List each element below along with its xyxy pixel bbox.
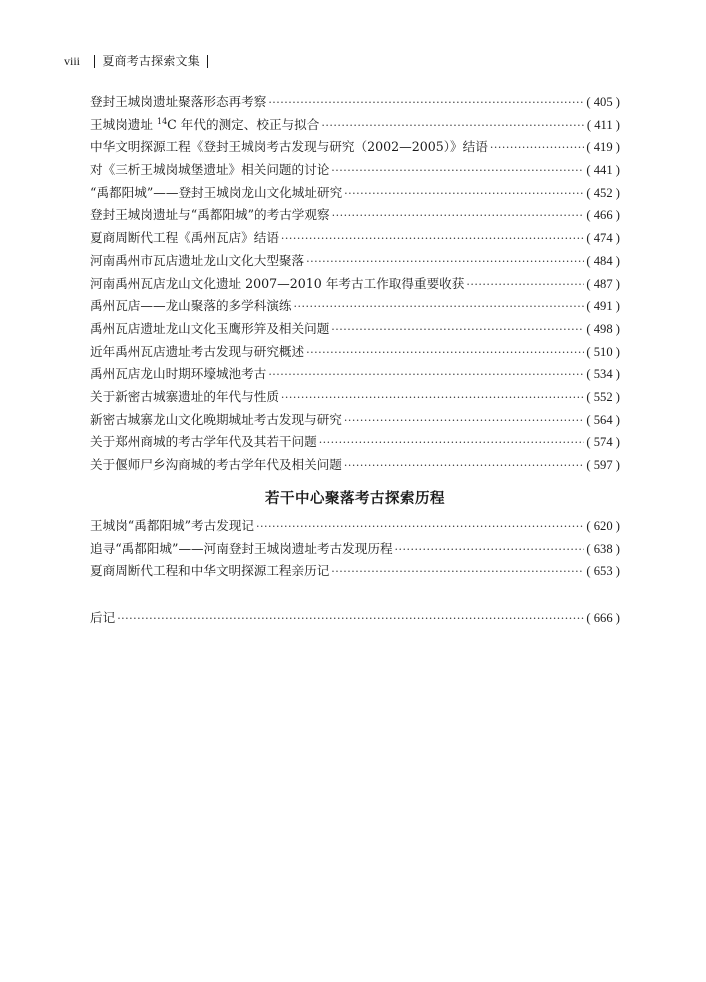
dot-leader bbox=[281, 228, 585, 251]
section-heading: 若干中心聚落考古探索历程 bbox=[265, 491, 445, 507]
toc-entry-page: ( 564 ) bbox=[586, 412, 620, 427]
toc-entry-page: ( 484 ) bbox=[586, 253, 620, 268]
toc-entry-title: 关于新密古城寨遗址的年代与性质 bbox=[90, 388, 279, 404]
toc-entry-title: 关于郑州商城的考古学年代及其若干问题 bbox=[90, 434, 317, 450]
toc-entry[interactable] bbox=[90, 560, 620, 583]
toc-entry[interactable] bbox=[90, 363, 620, 386]
toc-entry-title: 登封王城岗遗址与“禹都阳城”的考古学观察 bbox=[90, 207, 330, 223]
dot-leader bbox=[395, 539, 585, 562]
toc-entry-title: 王城岗“禹都阳城”考古发现记 bbox=[90, 518, 255, 533]
dot-leader bbox=[344, 455, 585, 478]
toc-entry-title: 夏商周断代工程和中华文明探源工程亲历记 bbox=[90, 563, 330, 579]
toc-entry-title: 中华文明探源工程《登封王城岗考古发现与研究（2002—2005）》结语 bbox=[90, 139, 488, 155]
toc-entry[interactable] bbox=[90, 250, 620, 273]
toc-entry[interactable] bbox=[90, 136, 620, 159]
dot-leader bbox=[331, 561, 584, 584]
toc-entry[interactable] bbox=[90, 159, 620, 182]
dot-leader bbox=[306, 251, 584, 274]
toc-entry[interactable] bbox=[90, 431, 620, 454]
dot-leader bbox=[281, 387, 585, 410]
toc-entry-title: 禹州瓦店龙山时期环壕城池考古 bbox=[90, 366, 267, 382]
toc-list-main bbox=[90, 91, 620, 477]
dot-leader bbox=[331, 319, 584, 342]
dot-leader bbox=[319, 432, 585, 455]
toc-entry-page: ( 452 ) bbox=[586, 185, 620, 200]
dot-leader bbox=[332, 205, 585, 228]
toc-entry-page: ( 666 ) bbox=[586, 611, 620, 625]
running-head bbox=[64, 52, 215, 70]
dot-leader bbox=[306, 342, 584, 365]
dot-leader bbox=[256, 516, 584, 539]
toc-entry-page: ( 491 ) bbox=[586, 299, 620, 314]
toc-entry-title: “禹都阳城”——登封王城岗龙山文化城址研究 bbox=[90, 184, 343, 200]
toc-entry-page: ( 620 ) bbox=[586, 519, 620, 533]
divider-bar bbox=[94, 55, 95, 68]
toc-entry-page: ( 411 ) bbox=[586, 117, 620, 132]
dot-leader bbox=[466, 274, 584, 297]
toc-entry[interactable] bbox=[90, 114, 620, 137]
dot-leader bbox=[268, 364, 584, 387]
dot-leader bbox=[268, 92, 584, 115]
toc-entry[interactable] bbox=[90, 409, 620, 432]
toc-entry-title: 近年禹州瓦店遗址考古发现与研究概述 bbox=[90, 343, 305, 359]
toc-entry-page: ( 498 ) bbox=[586, 321, 620, 336]
toc-entry-page: ( 510 ) bbox=[586, 344, 620, 359]
toc-entry[interactable] bbox=[90, 182, 620, 205]
toc-entry-page: ( 405 ) bbox=[586, 95, 620, 109]
toc-entry-title: 后记 bbox=[90, 610, 116, 625]
toc-entry-page: ( 419 ) bbox=[586, 140, 620, 155]
toc-entry-page: ( 653 ) bbox=[586, 564, 620, 579]
toc-entry-afterword[interactable] bbox=[90, 607, 620, 630]
dot-leader bbox=[117, 608, 584, 631]
toc-entry[interactable] bbox=[90, 318, 620, 341]
toc-entry-page: ( 534 ) bbox=[586, 367, 620, 382]
superscript-number: 14 bbox=[156, 116, 168, 126]
toc-entry-title: 新密古城寨龙山文化晚期城址考古发现与研究 bbox=[90, 411, 342, 427]
dot-leader bbox=[344, 410, 585, 433]
divider-bar bbox=[207, 55, 208, 68]
toc-list-section bbox=[90, 515, 620, 583]
toc-entry-page: ( 487 ) bbox=[586, 276, 620, 291]
book-title: 夏商考古探索文集 bbox=[102, 54, 200, 68]
toc-entry-title: 河南禹州瓦店龙山文化遗址 2007—2010 年考古工作取得重要收获 bbox=[90, 275, 465, 291]
toc-entry-title: 对《三析王城岗城堡遗址》相关问题的讨论 bbox=[90, 162, 330, 178]
dot-leader bbox=[294, 296, 585, 319]
toc-entry-title: 追寻“禹都阳城”——河南登封王城岗遗址考古发现历程 bbox=[90, 540, 393, 556]
toc-entry-page: ( 474 ) bbox=[586, 231, 620, 246]
toc-entry-page: ( 441 ) bbox=[586, 163, 620, 178]
toc-entry[interactable] bbox=[90, 227, 620, 250]
toc-entry[interactable] bbox=[90, 341, 620, 364]
dot-leader bbox=[490, 137, 585, 160]
toc-entry[interactable] bbox=[90, 295, 620, 318]
toc-entry-page: ( 552 ) bbox=[586, 389, 620, 404]
toc-entry-title: 王城岗遗址 $^{14}$C 年代的测定、校正与拟合 bbox=[90, 116, 320, 132]
toc-entry-page: ( 597 ) bbox=[586, 458, 620, 472]
dot-leader bbox=[321, 115, 585, 138]
toc-entry[interactable] bbox=[90, 91, 620, 114]
toc-entry-title: 关于偃师尸乡沟商城的考古学年代及相关问题 bbox=[90, 457, 342, 472]
toc-entry-page: ( 574 ) bbox=[586, 435, 620, 450]
toc-entry[interactable] bbox=[90, 538, 620, 561]
toc-entry[interactable] bbox=[90, 515, 620, 538]
toc-entry[interactable] bbox=[90, 204, 620, 227]
toc-entry-page: ( 466 ) bbox=[586, 208, 620, 223]
toc-entry-title: 夏商周断代工程《禹州瓦店》结语 bbox=[90, 230, 279, 246]
dot-leader bbox=[331, 160, 584, 183]
toc-list-afterword bbox=[90, 607, 620, 630]
page-folio: viii bbox=[64, 54, 81, 68]
toc-entry[interactable] bbox=[90, 273, 620, 296]
toc-entry-page: ( 638 ) bbox=[586, 541, 620, 556]
toc-entry-title: 禹州瓦店——龙山聚落的多学科演练 bbox=[90, 298, 292, 314]
toc-entry-title: 河南禹州市瓦店遗址龙山文化大型聚落 bbox=[90, 252, 305, 268]
toc-entry-title: 禹州瓦店遗址龙山文化玉鹰形笄及相关问题 bbox=[90, 320, 330, 336]
toc-entry[interactable] bbox=[90, 386, 620, 409]
toc-entry-title: 登封王城岗遗址聚落形态再考察 bbox=[90, 94, 267, 109]
toc-entry[interactable] bbox=[90, 454, 620, 477]
dot-leader bbox=[344, 183, 584, 206]
